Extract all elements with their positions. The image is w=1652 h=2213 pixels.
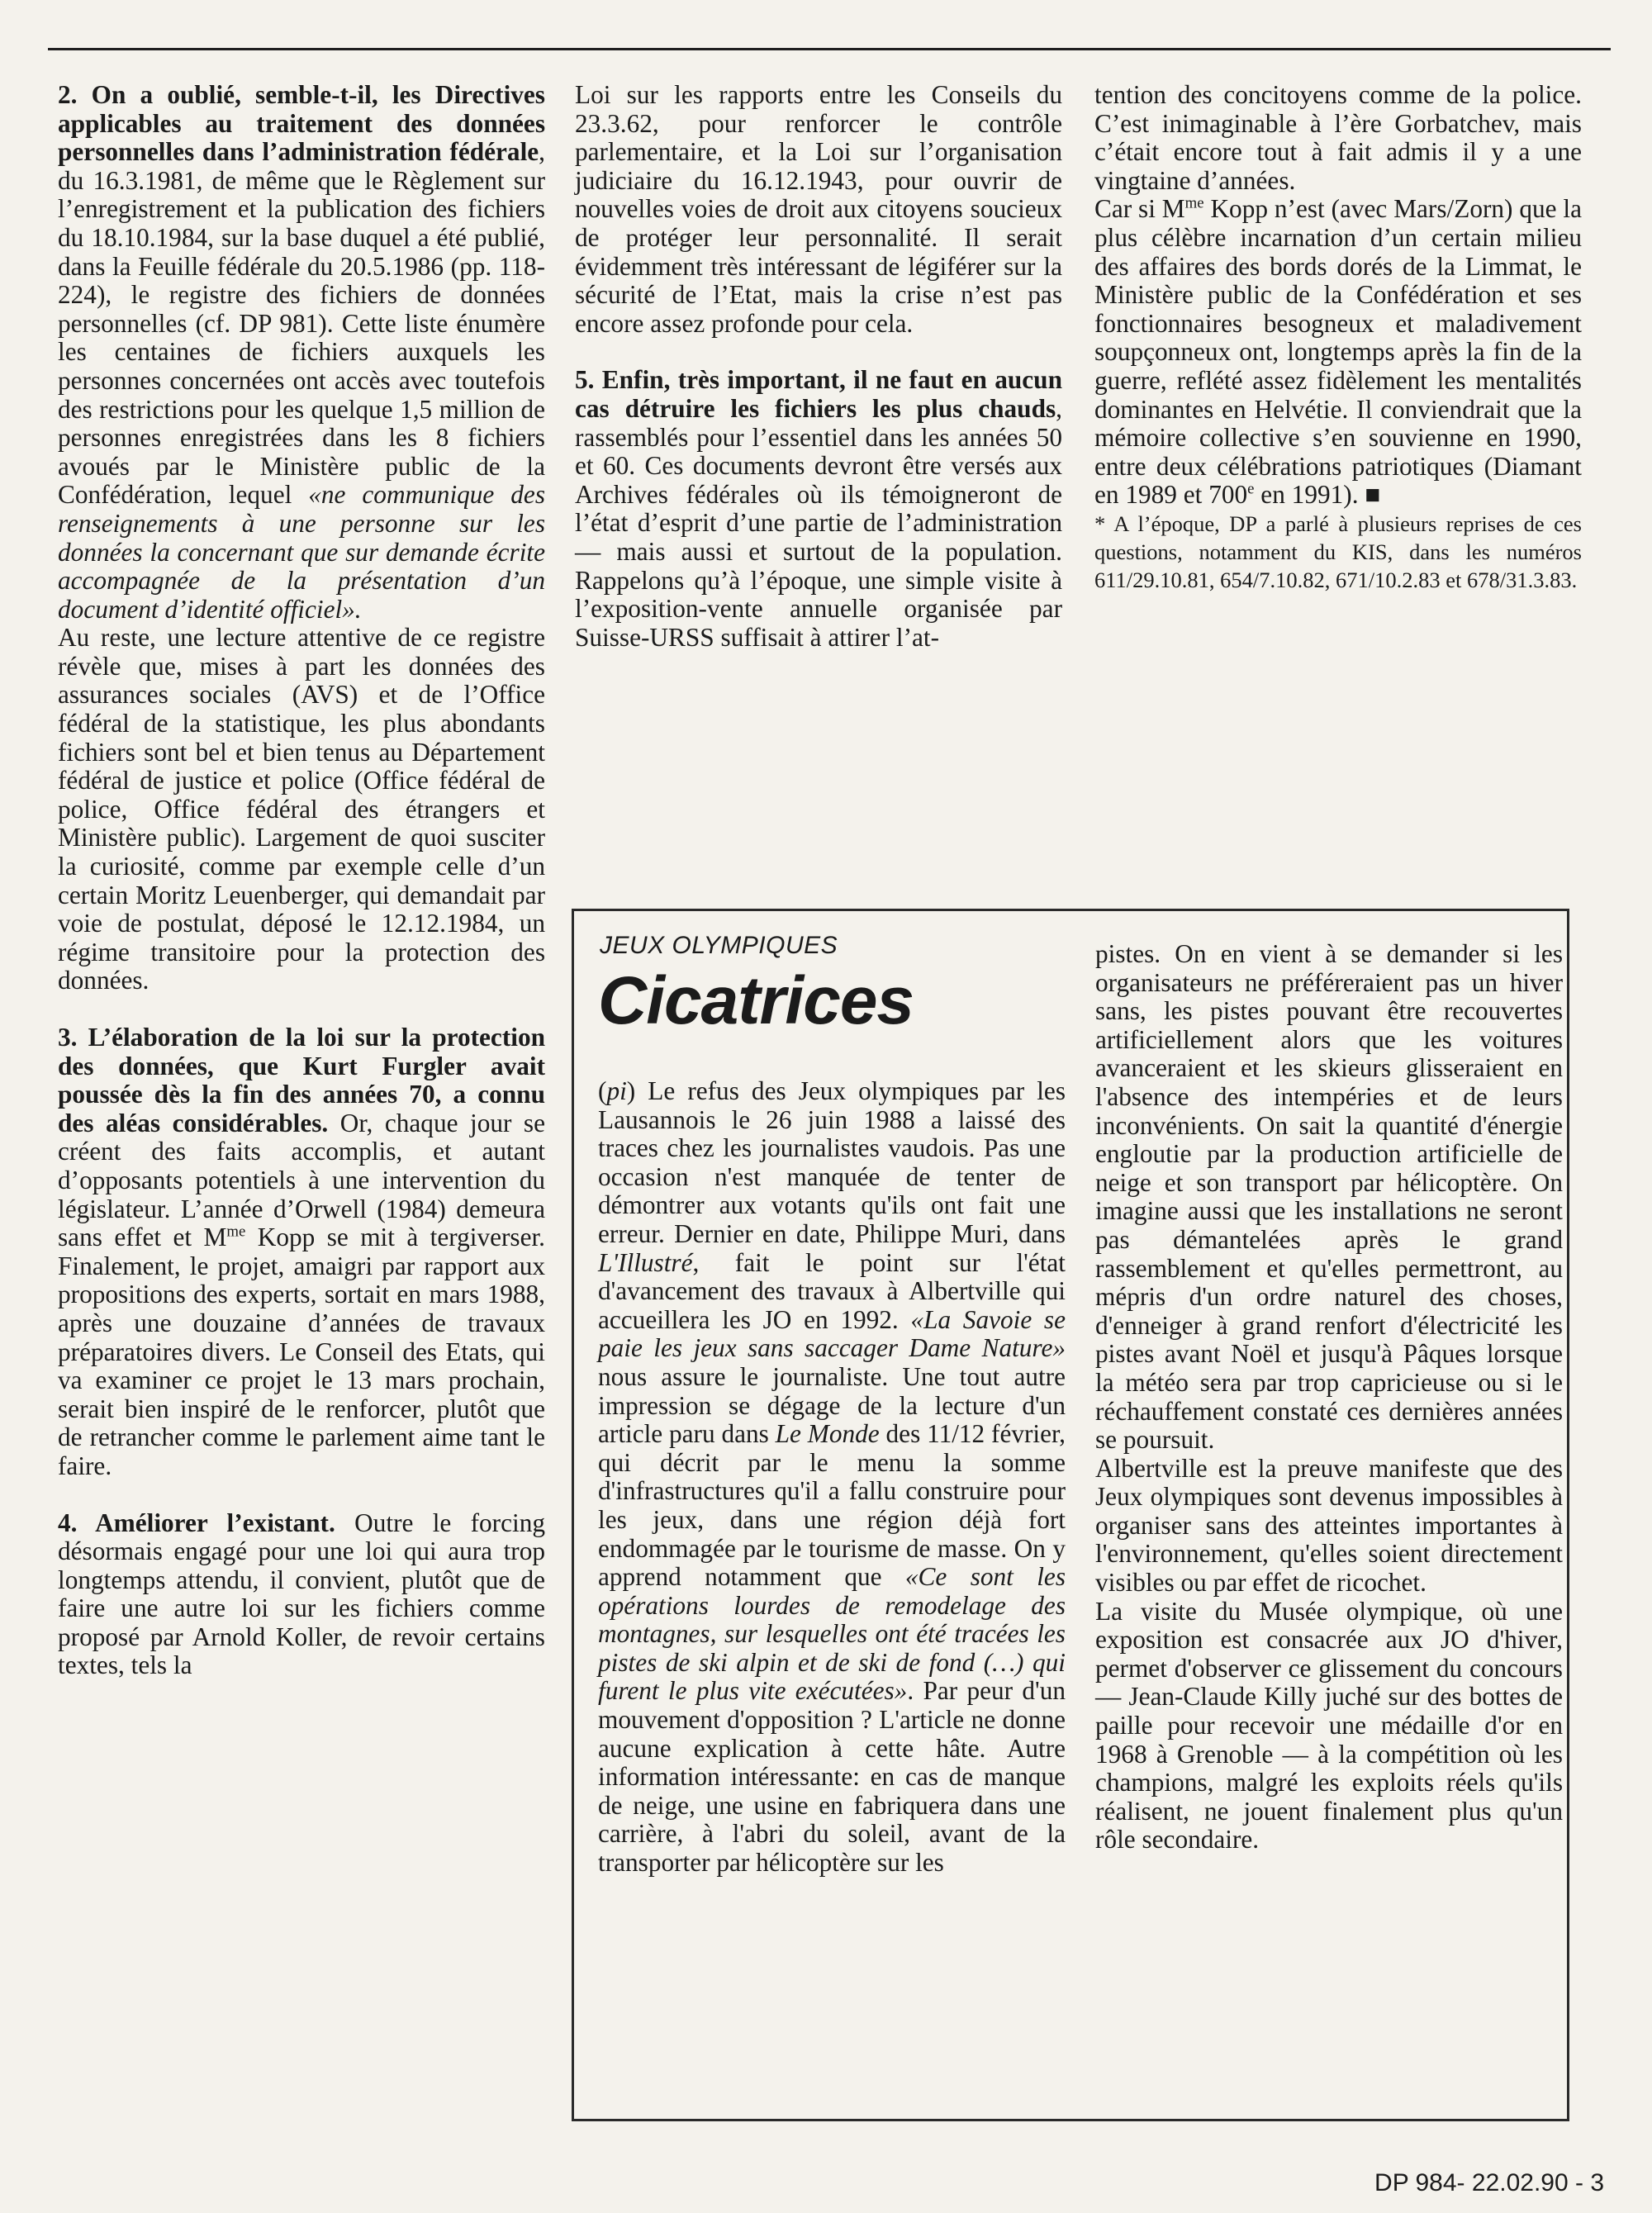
box-paragraph-1: (pi) Le refus des Jeux olympiques par les Lausannois le 26 juin 1988 a laissé des traces chez les journalistes vaudois. Pas une occasion n'est manquée de tenter de démontrer aux votants qu'ils ont fait une erreur. Dernier en date, Philippe Muri, dans L'Illustré, fait le point sur l'état d'avancement des travaux à Albertville qui accueillera les JO en 1992. «La Savoie se paie les jeux sans saccager Dame Nature» nous assure le journaliste. Une tout autre impression se dégage de la lecture d'un article paru dans Le Monde des 11/12 février, qui décrit par le menu la somme d'infrastructures qu'il a fallu construire pour les jeux, dans une région déjà fort endommagée par le tourisme de masse. On y apprend notamment que «Ce sont les opérations lourdes de remodelage des montagnes, sur lesquelles ont été tracées les pistes de ski alpin et de ski de fond (…) qui furent le plus vite exécutées». Par peur d'un mouvement d'opposition ? L'article ne donne aucune explication à cette hâte. Autre information intéressante: en cas de manque de neige, une usine en fabriquera dans une carrière, à l'abri du soleil, avant de la transporter par hélicoptère sur les xyxy=(598,1076,1066,1878)
paragraph-5-heading: 5. Enfin, très important, il ne faut en aucun cas détruire les fichiers les plus chauds xyxy=(575,365,1062,423)
top-rule xyxy=(48,48,1611,50)
box-column-right xyxy=(1095,940,1563,1854)
footnote: * A l’époque, DP a parlé à plusieurs reprises de ces questions, notamment du KIS, dans les numéros 611/29.10.81, 654/7.10.82, 671/10.2.83 et 678/31.3.83. xyxy=(1094,511,1582,592)
article-kicker: JEUX OLYMPIQUES xyxy=(600,932,838,959)
column-2 xyxy=(575,81,1062,652)
column-3 xyxy=(1094,81,1582,594)
paragraph-2-heading: 2. On a oublié, semble-t-il, les Directives applicables au traitement des données personnelles dans l’administration fédérale xyxy=(58,80,545,167)
box-column-left xyxy=(598,1077,1066,1878)
page-footer: DP 984- 22.02.90 - 3 xyxy=(1374,2169,1604,2196)
paragraph-4-continued: Loi sur les rapports entre les Conseils du 23.3.62, pour renforcer le contrôle parlementaire, et la Loi sur l’organisation judiciaire du 16.12.1943, pour ouvrir de nouvelles voies de droit aux citoyens soucieux de protéger leur personnalité. Il serait évidemment très intéressant de légiférer sur la sécurité de l’Etat, mais la crise n’est pas encore assez profonde pour cela. xyxy=(575,80,1062,338)
paragraph-2: 2. On a oublié, semble-t-il, les Directives applicables au traitement des données personnelles dans l’administration fédérale, du 16.3.1981, de même que le Règlement sur l’enregistrement et la publication des fichiers du 18.10.1984, sur la base duquel a été publié, dans la Feuille fédérale du 20.5.1986 (pp. 118-224), le registre des fichiers de données personnelles (cf. DP 981). Cette liste énumère les centaines de fichiers auxquels les personnes concernées ont accès avec toutefois des restrictions pour les quelque 1,5 million de personnes enregistrées dans les 8 fichiers avoués par le Ministère public de la Confédération, lequel «ne communique des renseignements à une personne sur les données la concernant que sur demande écrite accompagnée de la présentation d’un document d’identité officiel». xyxy=(58,80,546,624)
paragraph-6: Car si $M^{me}$ Kopp n’est (avec Mars/Zorn) que la plus célèbre incarnation d’un certain milieu des affaires des bords dorés de la Limmat, le Ministère public de la Confédération et ses fonctionnaires besogneux et maladivement soupçonneux ont, longtemps après la fin de la guerre, reflété assez fidèlement les mentalités dominantes en Helvétie. Il conviendrait que la mémoire collective s’en souvienne en 1990, entre deux célébrations patriotiques (Diamant en 1989 et 700e en 1991). ■ xyxy=(1094,194,1582,510)
box-paragraph-4: La visite du Musée olympique, où une exposition est consacrée aux JO d'hiver, permet d'observer ce glissement du concours — Jean-Claude Killy juché sur des bottes de paille pour recevoir une médaille d'or en 1968 à Grenoble — à la compétition où les champions, malgré les exploits réels qu'ils réalisent, ne jouent finalement plus qu'un rôle secondaire. xyxy=(1095,1596,1563,1854)
box-paragraph-3: Albertville est la preuve manifeste que des Jeux olympiques sont devenus impossibles à organiser sans des atteintes importantes à l'environnement, qu'elles soient directement visibles ou par effet de ricochet. xyxy=(1095,1453,1563,1598)
column-1 xyxy=(58,81,545,1680)
paragraph-3-heading: 3. L’élaboration de la loi sur la protection des données, que Kurt Furgler avait poussée dès la fin des années 70, a connu des aléas considérables. xyxy=(58,1023,545,1137)
paragraph-2b: Au reste, une lecture attentive de ce registre révèle que, mises à part les données des assurances sociales (AVS) et de l’Office fédéral de la statistique, les plus abondants fichiers sont bel et bien tenus au Département fédéral de justice et police (Office fédéral de police, Office fédéral des étrangers et Ministère public). Largement de quoi susciter la curiosité, comme par exemple celle d’un certain Moritz Leuenberger, qui demandait par voie de postulat, déposé le 12.12.1984, un régime transitoire pour la protection des données. xyxy=(58,623,545,995)
paragraph-5: 5. Enfin, très important, il ne faut en aucun cas détruire les fichiers les plus chauds, rassemblés pour l’essentiel dans les années 50 et 60. Ces documents devront être versés aux Archives fédérales où ils témoigneront de l’état d’esprit d’une partie de l’administration — mais aussi et surtout de la population. Rappelons qu’à l’époque, une simple visite à l’exposition-vente annuelle organisée par Suisse-URSS suffisait à attirer l’at- xyxy=(575,365,1062,652)
paragraph-5-continued: tention des concitoyens comme de la police. C’est inimaginable à l’ère Gorbatchev, mais c’était encore tout à fait admis il y a une vingtaine d’années. xyxy=(1094,80,1582,195)
paragraph-4-heading: 4. Améliorer l’existant. xyxy=(58,1508,335,1537)
paragraph-3: 3. L’élaboration de la loi sur la protection des données, que Kurt Furgler avait poussée dès la fin des années 70, a connu des aléas considérables. Or, chaque jour se créent des faits accomplis, et autant d’opposants potentiels à une intervention du législateur. L’année d’Orwell (1984) demeura sans effet et $M^{me}$ Kopp se mit à tergiverser. Finalement, le projet, amaigri par rapport aux propositions des experts, sortait en mars 1988, après une douzaine d’années de travaux préparatoires divers. Le Conseil des Etats, qui va examiner ce projet le 13 mars prochain, serait bien inspiré de le renforcer, plutôt que de retrancher comme le parlement aime tant le faire. xyxy=(58,1023,546,1480)
box-paragraph-2: pistes. On en vient à se demander si les organisateurs ne préféreraient pas un hiver sans, les pistes pouvant être recouvertes artificiellement alors que les voitures avanceraient et les skieurs glisseraient en l'absence des intempéries et de leurs inconvénients. On sait la quantité d'énergie engloutie par la production artificielle de neige et son transport par hélicoptère. On imagine aussi que les installations ne seront pas démantelées après le grand rassemblement et qu'elles permettront, au mépris d'un ordre naturel des choses, d'enneiger à grand renfort d'électricité les pistes avant Noël et jusqu'à Pâques lorsque la météo sera par trop capricieuse ou si le réchauffement constaté ces dernières années se poursuit. xyxy=(1095,939,1563,1455)
article-title: Cicatrices xyxy=(598,963,914,1038)
paragraph-4: 4. Améliorer l’existant. Outre le forcing désormais engagé pour une loi qui aura trop longtemps attendu, il convient, plutôt que de faire une autre loi sur les fichiers comme proposé par Arnold Koller, de revoir certains textes, tels la xyxy=(58,1508,545,1680)
